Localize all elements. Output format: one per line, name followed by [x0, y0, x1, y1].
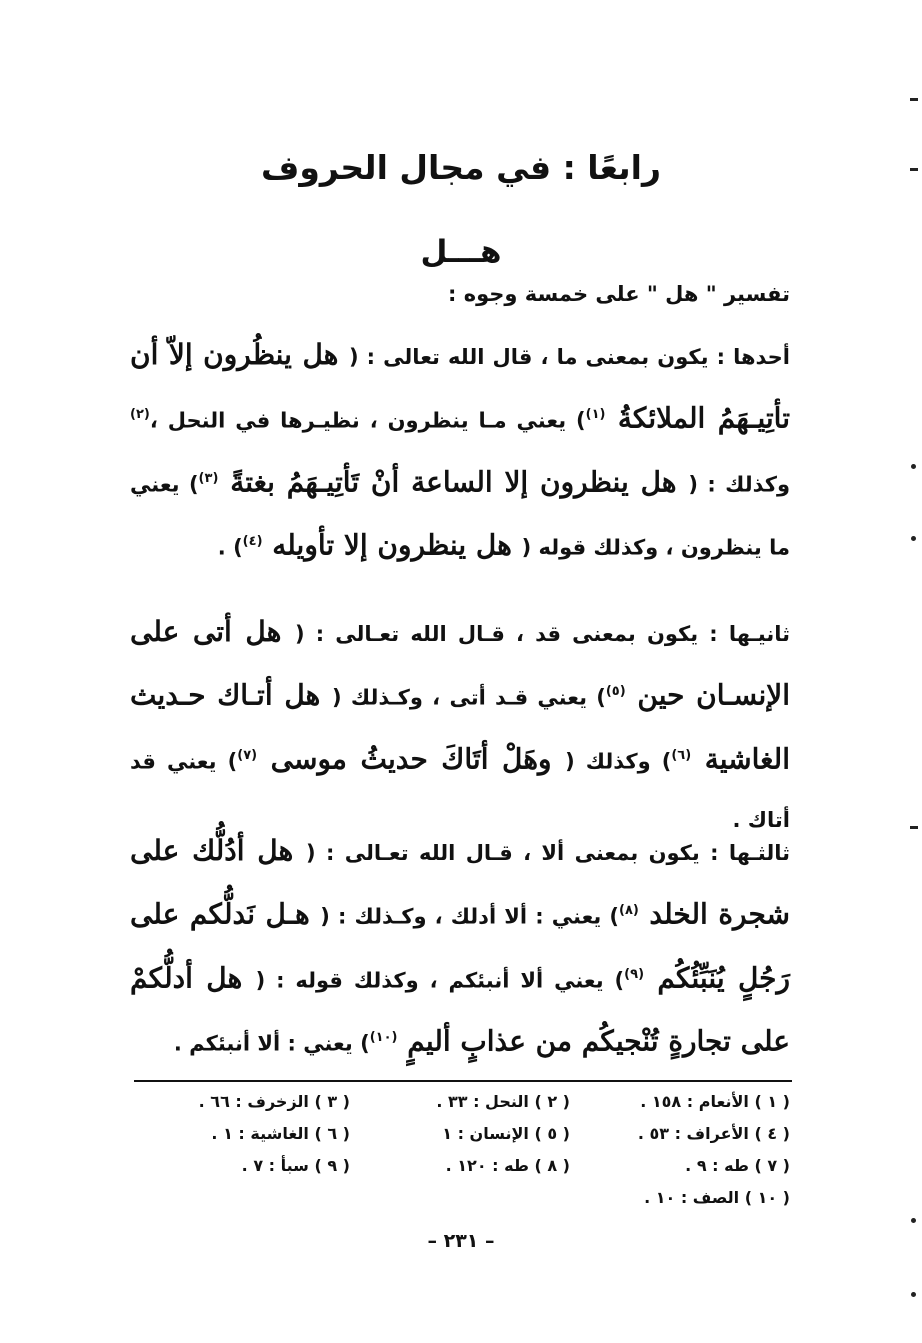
- word-heading: هـــل: [420, 234, 502, 270]
- paragraph-text: ) يعني قـد أتى ، وكـذلك (: [332, 685, 606, 710]
- paragraph-text: ) يعني : ألا أدلك ، وكـذلك : (: [320, 904, 620, 929]
- paragraph-text: ) .: [217, 535, 243, 560]
- footnote-item: ( ٩ ) سبأ : ٧ .: [241, 1156, 350, 1175]
- quran-verse: هل ينظرون إلا تأويله: [262, 528, 522, 562]
- footnote-ref: (٢): [130, 407, 150, 422]
- footnote-item: ( ٢ ) النحل : ٣٣ .: [436, 1092, 570, 1111]
- paragraph-text: ) يعني قد أتاك .: [130, 749, 790, 833]
- intro-line: تفسير " هل " على خمسة وجوه :: [448, 282, 790, 306]
- section-title: رابعًا : في مجال الحروف: [261, 148, 661, 187]
- footnote-item: ( ٤ ) الأعراف : ٥٣ .: [637, 1124, 790, 1143]
- footnote-ref: (٨): [619, 903, 639, 918]
- footnote-ref: (٣): [198, 470, 219, 486]
- paragraph-text: ) وكذلك (: [565, 749, 672, 774]
- footnote-ref: (١٠): [369, 1030, 398, 1046]
- quran-verse: هل ينظُرون إلاّ أن تأتِيـهَمُ الملائكةُ: [130, 338, 791, 435]
- footnote-item: ( ٨ ) طه : ١٢٠ .: [445, 1156, 570, 1175]
- footnote-item: ( ٣ ) الزخرف : ٦٦ .: [198, 1092, 350, 1111]
- footnote-item: ( ١ ) الأنعام : ١٥٨ .: [640, 1092, 790, 1111]
- footnote-ref: (٦): [671, 747, 692, 763]
- paragraph-text: ثالثـها : يكون بمعنى ألا ، قـال الله تعـالى : (: [306, 841, 791, 865]
- page-number: – ٢٣١ –: [427, 1230, 495, 1252]
- scan-edge-mark: [911, 1218, 916, 1223]
- scan-edge-mark: [910, 826, 918, 829]
- footnote-ref: (٥): [605, 684, 626, 699]
- quran-verse: هـل نَدلُّكم على رَجُلٍ يُنَبِّئُكُم: [130, 897, 791, 995]
- paragraph-text: ) يعني ما ينظرون ، وكذلك قوله (: [130, 472, 790, 560]
- scan-edge-mark: [910, 98, 918, 101]
- quran-verse: هل أدلُّكمْ على تجارةٍ تُنْجيكُم من عذابٍ أليمٍ: [130, 961, 790, 1058]
- paragraph-text: ) يعني : ألا أنبئكم .: [173, 1031, 370, 1056]
- scan-edge-mark: [911, 536, 916, 541]
- paragraph-third-meaning: [130, 822, 790, 1073]
- footnote-item: ( ٦ ) الغاشية : ١ .: [211, 1124, 350, 1143]
- paragraph-text: ) يعني ألا أنبئكم ، وكذلك قوله : (: [255, 968, 625, 993]
- footnote-item: ( ١٠ ) الصف : ١٠ .: [644, 1188, 790, 1207]
- paragraph-text: ثانيـها : يكون بمعنى قد ، قـال الله تعـالى : (: [294, 622, 790, 646]
- paragraph-text: ) يعني مـا ينظرون ، نظيـرها في النحل ،: [149, 408, 586, 433]
- paragraph-first-meaning: [130, 326, 790, 577]
- scan-edge-mark: [911, 464, 916, 469]
- paragraph-text: أحدها : يكون بمعنى ما ، قال الله تعالى : (: [348, 345, 790, 369]
- footnote-ref: (١): [585, 407, 606, 422]
- footnote-item: ( ٥ ) الإنسان : ١: [442, 1124, 570, 1143]
- paragraph-second-meaning: [130, 603, 790, 849]
- scan-edge-mark: [910, 168, 918, 171]
- footnote-item: ( ٧ ) طه : ٩ .: [685, 1156, 790, 1175]
- quran-verse: هل أتى على الإنسـان حين: [130, 615, 790, 712]
- quran-verse: هل أدُلُّك على شجرة الخلد: [130, 834, 790, 931]
- footnote-ref: (٧): [237, 747, 258, 763]
- paragraph-text: وكذلك : (: [688, 472, 791, 497]
- scan-edge-mark: [911, 1292, 916, 1297]
- footnotes-list: [130, 1092, 790, 1220]
- footnote-ref: (٤): [242, 534, 263, 550]
- quran-verse: وهَلْ أتَاكَ حديثُ موسى: [257, 742, 566, 776]
- footnote-divider: [134, 1080, 792, 1082]
- quran-verse: هل أتـاك حـديث الغاشية: [130, 678, 790, 776]
- quran-verse: هل ينظرون إلا الساعة أنْ تَأتِيـهَمُ بغتةً: [218, 465, 689, 499]
- footnote-ref: (٩): [624, 966, 645, 982]
